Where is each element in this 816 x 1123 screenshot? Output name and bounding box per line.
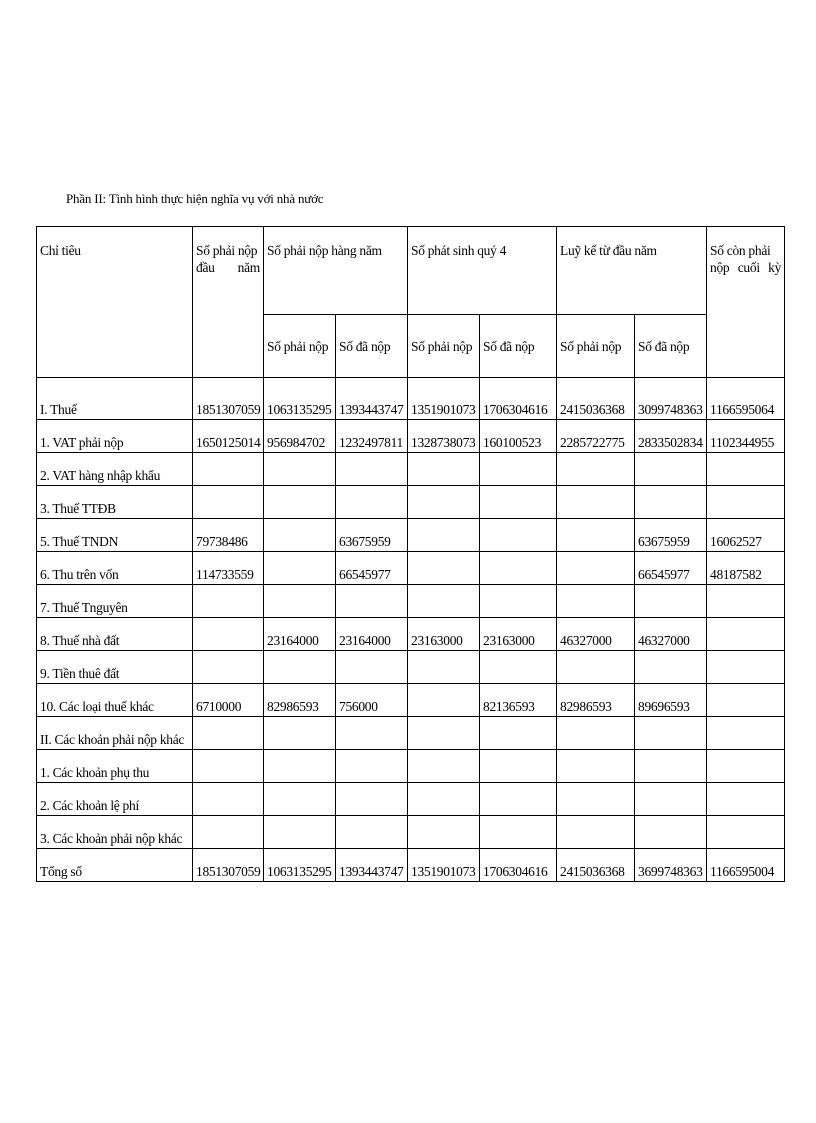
table-cell xyxy=(635,750,707,783)
table-cell xyxy=(707,717,785,750)
table-cell: 1851307059 xyxy=(193,849,264,882)
table-cell xyxy=(408,717,480,750)
table-row xyxy=(37,453,785,486)
table-cell xyxy=(408,750,480,783)
table-cell xyxy=(557,453,635,486)
table-cell xyxy=(193,486,264,519)
row-label: 1. Các khoản phụ thu xyxy=(37,750,193,783)
table-cell: 66545977 xyxy=(635,552,707,585)
table-cell xyxy=(557,651,635,684)
table-cell xyxy=(193,453,264,486)
table-cell: 63675959 xyxy=(336,519,408,552)
table-cell xyxy=(480,750,557,783)
subheader-phat-sinh-phai-nop: Số phải nộp xyxy=(408,315,480,378)
table-cell xyxy=(557,486,635,519)
table-cell: 23164000 xyxy=(336,618,408,651)
table-cell: 1063135295 xyxy=(264,849,336,882)
table-cell: 1166595064 xyxy=(707,378,785,420)
table-cell xyxy=(635,486,707,519)
table-cell: 63675959 xyxy=(635,519,707,552)
row-label: 9. Tiền thuê đất xyxy=(37,651,193,684)
table-cell xyxy=(336,816,408,849)
table-cell: 1706304616 xyxy=(480,849,557,882)
table-cell xyxy=(408,651,480,684)
table-cell xyxy=(480,552,557,585)
row-label: 7. Thuế Tnguyên xyxy=(37,585,193,618)
row-label: 2. VAT hàng nhập khẩu xyxy=(37,453,193,486)
table-cell: 3699748363 xyxy=(635,849,707,882)
table-cell xyxy=(264,783,336,816)
table-cell xyxy=(635,651,707,684)
table-cell: 114733559 xyxy=(193,552,264,585)
table-cell xyxy=(557,519,635,552)
table-cell xyxy=(707,453,785,486)
table-row xyxy=(37,519,785,552)
table-cell: 23163000 xyxy=(480,618,557,651)
table-cell: 82986593 xyxy=(264,684,336,717)
table-cell: 46327000 xyxy=(557,618,635,651)
table-cell xyxy=(408,783,480,816)
row-label: I. Thuế xyxy=(37,378,193,420)
row-label: 3. Thuế TTĐB xyxy=(37,486,193,519)
table-cell: 2285722775 xyxy=(557,420,635,453)
table-cell: 46327000 xyxy=(635,618,707,651)
table-cell xyxy=(193,717,264,750)
table-cell xyxy=(635,783,707,816)
subheader-hang-nam-da-nop: Số đã nộp xyxy=(336,315,408,378)
table-cell xyxy=(635,717,707,750)
header-con-phai-nop: Số còn phải nộp cuối kỳ xyxy=(707,227,785,378)
table-cell xyxy=(707,618,785,651)
table-cell xyxy=(408,519,480,552)
table-cell xyxy=(557,552,635,585)
table-cell xyxy=(707,816,785,849)
table-cell: 1351901073 xyxy=(408,378,480,420)
table-cell xyxy=(707,684,785,717)
table-cell xyxy=(336,651,408,684)
table-cell xyxy=(480,519,557,552)
table-cell xyxy=(480,783,557,816)
table-cell xyxy=(557,717,635,750)
table-row xyxy=(37,486,785,519)
table-body xyxy=(37,378,785,882)
table-cell: 6710000 xyxy=(193,684,264,717)
table-cell: 756000 xyxy=(336,684,408,717)
table-cell xyxy=(264,552,336,585)
tax-obligation-table xyxy=(36,226,785,882)
header-dau-nam: Số phải nộp đầu năm xyxy=(193,227,264,378)
table-cell: 1166595004 xyxy=(707,849,785,882)
subheader-phat-sinh-da-nop: Số đã nộp xyxy=(480,315,557,378)
table-cell: 1393443747 xyxy=(336,849,408,882)
table-cell xyxy=(408,684,480,717)
table-cell: 1063135295 xyxy=(264,378,336,420)
table-cell: 1706304616 xyxy=(480,378,557,420)
table-cell xyxy=(480,453,557,486)
table-cell: 1851307059 xyxy=(193,378,264,420)
header-hang-nam: Số phải nộp hàng năm xyxy=(264,227,408,315)
table-cell xyxy=(408,552,480,585)
table-row xyxy=(37,552,785,585)
table-cell: 1102344955 xyxy=(707,420,785,453)
header-chi-tieu: Chỉ tiêu xyxy=(37,227,193,378)
table-cell xyxy=(264,585,336,618)
table-row xyxy=(37,651,785,684)
table-cell: 23163000 xyxy=(408,618,480,651)
table-cell: 160100523 xyxy=(480,420,557,453)
table-cell: 16062527 xyxy=(707,519,785,552)
table-cell: 956984702 xyxy=(264,420,336,453)
table-row xyxy=(37,420,785,453)
row-label: 1. VAT phải nộp xyxy=(37,420,193,453)
table-cell: 2415036368 xyxy=(557,849,635,882)
table-cell xyxy=(193,585,264,618)
table-cell xyxy=(193,618,264,651)
table-cell xyxy=(557,585,635,618)
row-label: 6. Thu trên vốn xyxy=(37,552,193,585)
table-cell xyxy=(264,717,336,750)
table-cell: 1393443747 xyxy=(336,378,408,420)
table-row xyxy=(37,750,785,783)
table-cell xyxy=(480,651,557,684)
table-cell xyxy=(480,816,557,849)
table-cell: 82986593 xyxy=(557,684,635,717)
table-cell xyxy=(193,651,264,684)
table-cell: 48187582 xyxy=(707,552,785,585)
table-cell xyxy=(264,486,336,519)
table-cell xyxy=(480,717,557,750)
table-cell xyxy=(336,486,408,519)
table-cell xyxy=(408,816,480,849)
table-row xyxy=(37,618,785,651)
table-cell xyxy=(480,585,557,618)
table-cell xyxy=(408,585,480,618)
table-cell xyxy=(264,816,336,849)
table-cell: 23164000 xyxy=(264,618,336,651)
table-cell xyxy=(408,453,480,486)
row-label: Tổng số xyxy=(37,849,193,882)
table-row xyxy=(37,816,785,849)
table-cell: 1328738073 xyxy=(408,420,480,453)
row-label: 8. Thuế nhà đất xyxy=(37,618,193,651)
table-cell xyxy=(635,816,707,849)
row-label: 10. Các loại thuế khác xyxy=(37,684,193,717)
table-cell xyxy=(336,717,408,750)
table-cell xyxy=(264,453,336,486)
table-cell xyxy=(336,783,408,816)
table-cell xyxy=(635,453,707,486)
table-cell: 1351901073 xyxy=(408,849,480,882)
header-luy-ke: Luỹ kế từ đầu năm xyxy=(557,227,707,315)
table-cell: 79738486 xyxy=(193,519,264,552)
table-cell xyxy=(264,651,336,684)
row-label: 2. Các khoản lệ phí xyxy=(37,783,193,816)
table-row xyxy=(37,849,785,882)
table-cell xyxy=(707,486,785,519)
table-cell: 66545977 xyxy=(336,552,408,585)
table-cell xyxy=(557,783,635,816)
table-cell xyxy=(635,585,707,618)
table-cell xyxy=(264,750,336,783)
subheader-hang-nam-phai-nop: Số phải nộp xyxy=(264,315,336,378)
row-label: 5. Thuế TNDN xyxy=(37,519,193,552)
table-row xyxy=(37,717,785,750)
table-row xyxy=(37,378,785,420)
table-cell xyxy=(707,783,785,816)
row-label: II. Các khoản phải nộp khác xyxy=(37,717,193,750)
table-cell xyxy=(336,585,408,618)
header-phat-sinh: Số phát sinh quý 4 xyxy=(408,227,557,315)
table-cell xyxy=(480,486,557,519)
table-row xyxy=(37,585,785,618)
table-cell: 89696593 xyxy=(635,684,707,717)
table-cell xyxy=(707,750,785,783)
section-title: Phần II: Tình hình thực hiện nghĩa vụ với nhà nước xyxy=(66,191,324,206)
subheader-luy-ke-phai-nop: Số phải nộp xyxy=(557,315,635,378)
table-cell: 2415036368 xyxy=(557,378,635,420)
table-cell xyxy=(336,750,408,783)
subheader-luy-ke-da-nop: Số đã nộp xyxy=(635,315,707,378)
table-row xyxy=(37,684,785,717)
table-cell xyxy=(336,453,408,486)
row-label: 3. Các khoản phải nộp khác xyxy=(37,816,193,849)
table-cell xyxy=(557,816,635,849)
table-cell xyxy=(193,816,264,849)
table-cell xyxy=(193,750,264,783)
table-cell: 2833502834 xyxy=(635,420,707,453)
table-cell xyxy=(707,585,785,618)
table-cell: 1232497811 xyxy=(336,420,408,453)
table-cell: 3099748363 xyxy=(635,378,707,420)
table-cell xyxy=(707,651,785,684)
table-cell xyxy=(264,519,336,552)
table-cell: 1650125014 xyxy=(193,420,264,453)
table-cell: 82136593 xyxy=(480,684,557,717)
table-cell xyxy=(557,750,635,783)
table-cell xyxy=(193,783,264,816)
table-row xyxy=(37,783,785,816)
table-cell xyxy=(408,486,480,519)
